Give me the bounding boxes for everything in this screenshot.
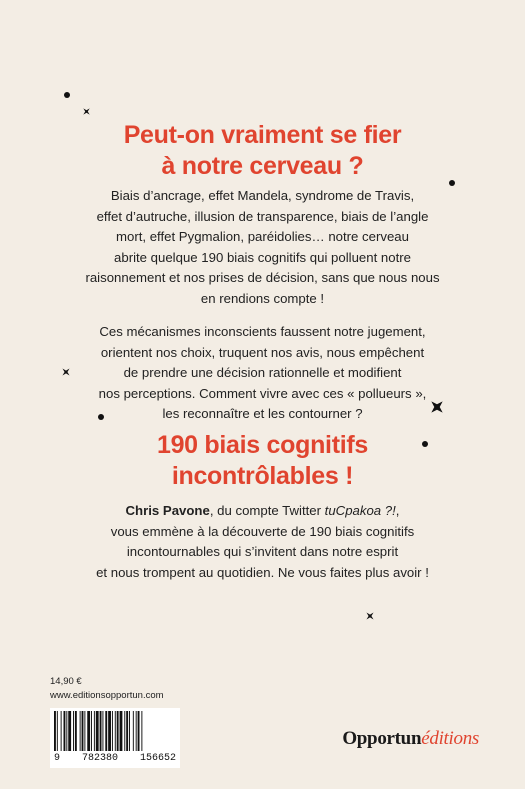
text-line: vous emmène à la découverte de 190 biais cognitifs xyxy=(110,523,415,539)
star-icon xyxy=(82,107,91,116)
text-line: et nous trompent au quotidien. Ne vous faites plus avoir ! xyxy=(96,564,429,580)
barcode-bar xyxy=(105,711,107,751)
text-line: orientent nos choix, truquent nos avis, nous empêchent xyxy=(100,344,425,360)
publisher-logo xyxy=(342,728,479,750)
barcode-digit-group: 782380 xyxy=(81,753,118,764)
barcode-bar xyxy=(80,711,81,751)
barcode-bars xyxy=(50,708,180,754)
barcode-bar xyxy=(94,711,95,751)
headline-line: à notre cerveau ? xyxy=(161,152,364,180)
author-paragraph xyxy=(40,501,485,583)
barcode-bar xyxy=(115,711,116,751)
barcode-digit-group: 9 xyxy=(54,753,61,764)
text-line: en rendions compte ! xyxy=(200,290,325,306)
barcode-bar xyxy=(73,711,74,751)
barcode-bar xyxy=(117,711,119,751)
author-name: Chris Pavone xyxy=(125,503,210,518)
website-url: www.editionsopportun.com xyxy=(50,690,164,701)
barcode-bar xyxy=(87,711,90,751)
barcode-bar xyxy=(91,711,92,751)
text-line: de prendre une décision rationnelle et modifient xyxy=(123,365,402,381)
text-line: Biais d’ancrage, effet Mandela, syndrome de Travis, xyxy=(110,188,415,203)
text-line: effet d’autruche, illusion de transparence, biais de l’angle xyxy=(96,208,429,224)
text-line xyxy=(40,501,485,522)
barcode-bar xyxy=(108,711,111,751)
publisher-brand: Opportun xyxy=(342,728,422,749)
mechanisms-paragraph xyxy=(40,322,485,425)
barcode-bar xyxy=(68,711,71,751)
text-fragment: , xyxy=(395,503,400,518)
barcode-bar xyxy=(64,711,66,751)
headline-biases xyxy=(0,430,525,492)
publisher-suffix: éditions xyxy=(421,728,479,749)
barcode-bar xyxy=(57,711,58,751)
text-line: mort, effet Pygmalion, paréidolies… notre cerveau xyxy=(116,229,409,245)
barcode-bar xyxy=(54,711,56,751)
price: 14,90 € xyxy=(50,676,82,687)
text-line: nos perceptions. Comment vivre avec ces « pollueurs », xyxy=(98,385,427,401)
barcode-bar xyxy=(133,711,134,751)
barcode-bar xyxy=(136,711,137,751)
barcode-bar xyxy=(82,711,84,751)
barcode-bar xyxy=(120,711,123,751)
intro-paragraph xyxy=(40,186,485,310)
text-fragment: , du compte Twitter xyxy=(209,503,325,518)
star-icon xyxy=(365,611,375,621)
barcode-bar xyxy=(102,711,103,751)
barcode-digit-group: 156652 xyxy=(139,753,176,764)
barcode-bar xyxy=(84,711,85,751)
barcode-bar xyxy=(61,711,62,751)
text-line: les reconnaître et les contourner ? xyxy=(162,406,363,422)
barcode xyxy=(50,708,180,768)
barcode-bar xyxy=(129,711,130,751)
barcode-bar xyxy=(124,711,125,751)
text-line: incontournables qui s’invitent dans notre esprit xyxy=(126,544,399,560)
barcode-digits xyxy=(50,753,180,764)
barcode-bar xyxy=(66,711,67,751)
barcode-bar xyxy=(126,711,128,751)
headline-line: 190 biais cognitifs xyxy=(156,431,369,459)
twitter-handle: tuCpakoa ?! xyxy=(324,503,396,518)
barcode-bar xyxy=(141,711,142,751)
barcode-bar xyxy=(100,711,102,751)
barcode-bar xyxy=(112,711,113,751)
headline-line: Peut-on vraiment se fier xyxy=(123,121,402,149)
barcode-bar xyxy=(96,711,99,751)
text-line: abrite quelque 190 biais cognitifs qui polluent notre xyxy=(114,249,411,265)
text-line: Ces mécanismes inconscients faussent notre jugement, xyxy=(99,324,426,339)
barcode-bar xyxy=(75,711,77,751)
dot-icon xyxy=(64,92,70,98)
barcode-bar xyxy=(138,711,140,751)
text-line: raisonnement et nos prises de décision, sans que nous nous xyxy=(85,270,440,286)
headline-question xyxy=(0,120,525,182)
headline-line: incontrôlables ! xyxy=(171,462,354,490)
